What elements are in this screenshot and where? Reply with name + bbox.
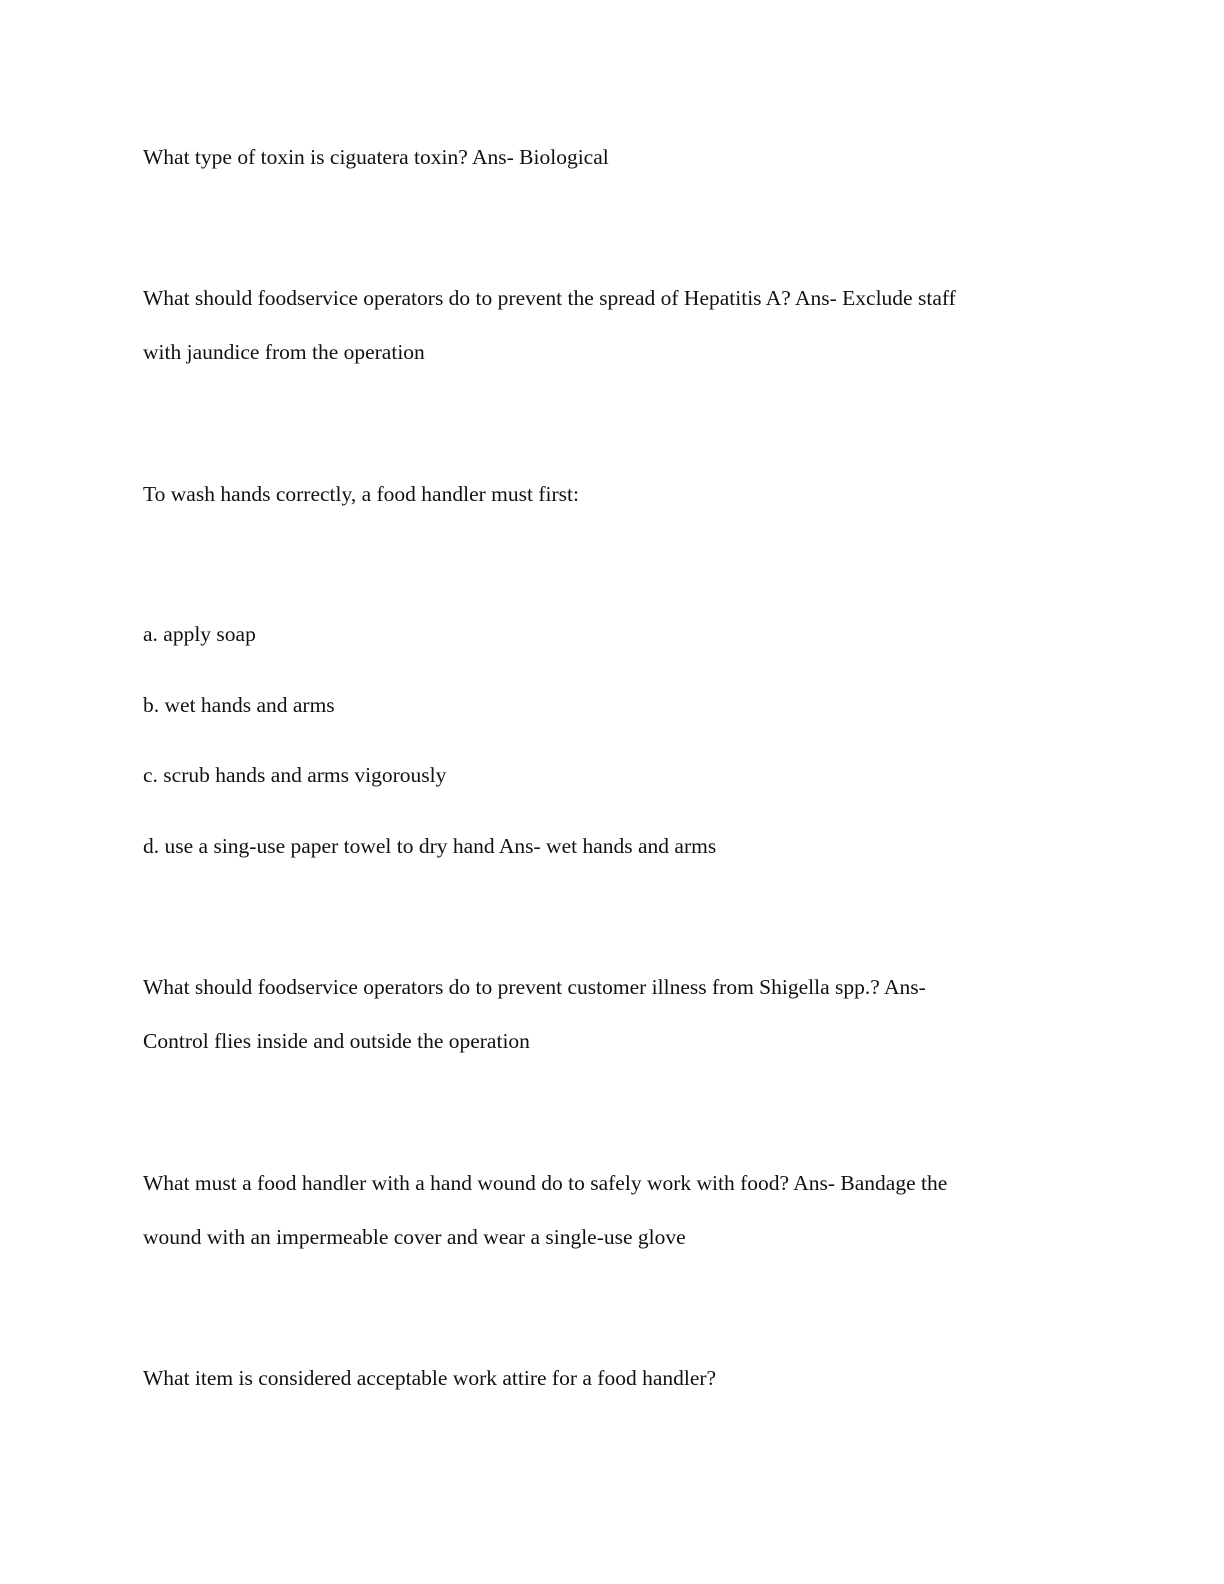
question-hepatitis-a-line-1: What should foodservice operators do to prevent the spread of Hepatitis A? Ans- Exclude staff [143,286,956,310]
question-work-attire: What item is considered acceptable work attire for a food handler? [143,1366,717,1390]
question-shigella-line-2: Control flies inside and outside the operation [143,1029,530,1053]
question-shigella-line-1: What should foodservice operators do to prevent customer illness from Shigella spp.? Ans- [143,975,926,999]
question-hepatitis-a-line-2: with jaundice from the operation [143,340,425,364]
question-wash-hands: To wash hands correctly, a food handler must first: [143,482,579,506]
option-d-with-answer: d. use a sing-use paper towel to dry hand Ans- wet hands and arms [143,834,717,858]
option-c: c. scrub hands and arms vigorously [143,763,447,787]
option-a: a. apply soap [143,622,256,646]
question-ciguatera-toxin: What type of toxin is ciguatera toxin? Ans- Biological [143,145,609,169]
question-hand-wound-line-1: What must a food handler with a hand wound do to safely work with food? Ans- Bandage the [143,1171,948,1195]
option-b: b. wet hands and arms [143,693,335,717]
question-hand-wound-line-2: wound with an impermeable cover and wear a single-use glove [143,1225,686,1249]
